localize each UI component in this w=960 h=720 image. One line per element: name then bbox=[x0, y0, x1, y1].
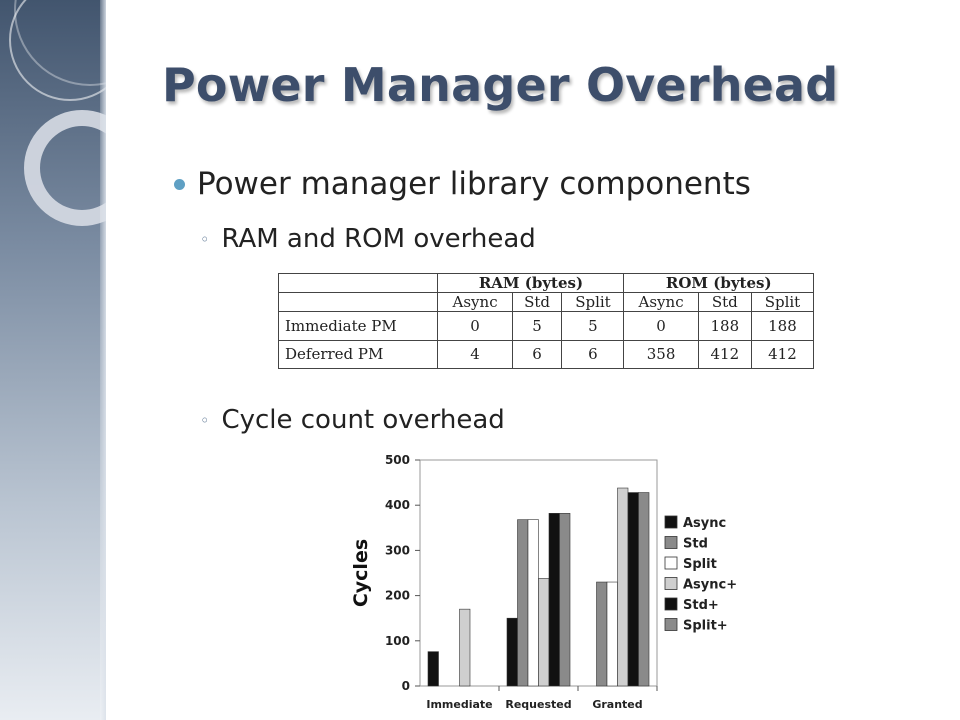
column-header: Std bbox=[512, 293, 562, 312]
ram-group-header: RAM (bytes) bbox=[438, 274, 624, 293]
y-tick-label: 100 bbox=[384, 633, 410, 648]
ram-rom-table bbox=[278, 273, 814, 369]
bar-async-plus bbox=[460, 609, 471, 686]
table-cell: 0 bbox=[624, 312, 698, 341]
table-corner-cell bbox=[279, 293, 438, 312]
legend-entry: Split bbox=[683, 557, 717, 572]
row-label: Deferred PM bbox=[279, 340, 438, 369]
sub-bullet-ring-icon: ◦ bbox=[200, 229, 210, 249]
column-header: Split bbox=[751, 293, 813, 312]
y-axis-label: Cycles bbox=[350, 538, 372, 608]
legend-swatch bbox=[665, 578, 677, 590]
side-decoration-band bbox=[0, 0, 106, 720]
y-tick-label: 0 bbox=[401, 679, 410, 693]
slide-title: Power Manager Overhead bbox=[162, 58, 839, 112]
legend-entry: Async+ bbox=[683, 577, 738, 593]
bar-split bbox=[528, 520, 539, 686]
legend-entry: Split+ bbox=[683, 618, 728, 634]
y-tick-label: 400 bbox=[384, 498, 410, 513]
table-corner-cell bbox=[279, 274, 438, 293]
legend-swatch bbox=[665, 516, 677, 528]
bar-async-plus bbox=[618, 488, 629, 686]
sub-bullet-ring-icon: ◦ bbox=[200, 410, 210, 430]
table-cell: 188 bbox=[751, 312, 813, 341]
table-cell: 0 bbox=[438, 312, 512, 341]
bar-async-plus bbox=[539, 578, 550, 686]
bullet-main bbox=[174, 166, 751, 202]
table-cell: 412 bbox=[698, 340, 751, 369]
bar-std-plus bbox=[549, 513, 560, 686]
sub-bullet-text: Cycle count overhead bbox=[221, 405, 505, 435]
table-cell: 4 bbox=[438, 340, 512, 369]
table-row bbox=[279, 340, 814, 369]
table-cell: 188 bbox=[698, 312, 751, 341]
legend-swatch bbox=[665, 537, 677, 549]
table-cell: 412 bbox=[751, 340, 813, 369]
legend-entry: Async bbox=[683, 516, 727, 531]
bar-std bbox=[597, 582, 608, 686]
column-header: Std bbox=[698, 293, 751, 312]
y-tick-label: 300 bbox=[384, 543, 410, 558]
legend-entry: Std bbox=[683, 536, 708, 552]
table-column-header-row bbox=[279, 293, 814, 312]
bar-split-plus bbox=[560, 513, 571, 686]
table-cell: 6 bbox=[512, 340, 562, 369]
bullet-main-text: Power manager library components bbox=[197, 166, 751, 202]
x-tick-label: Immediate bbox=[426, 698, 493, 711]
legend-swatch bbox=[665, 557, 677, 569]
decorative-circles bbox=[0, 0, 106, 720]
bar-split bbox=[607, 582, 618, 686]
x-tick-label: Requested bbox=[505, 698, 572, 711]
row-label: Immediate PM bbox=[279, 312, 438, 341]
column-header: Async bbox=[624, 293, 698, 312]
y-tick-label: 500 bbox=[384, 453, 410, 467]
sub-bullet-text: RAM and ROM overhead bbox=[221, 224, 536, 254]
rom-group-header: ROM (bytes) bbox=[624, 274, 814, 293]
legend-swatch bbox=[665, 619, 677, 631]
table-group-header-row bbox=[279, 274, 814, 293]
legend-entry: Std+ bbox=[683, 598, 719, 613]
bullet-dot-icon bbox=[174, 179, 185, 190]
column-header: Async bbox=[438, 293, 512, 312]
bar-split-plus bbox=[639, 493, 650, 686]
table-row bbox=[279, 312, 814, 341]
table-cell: 5 bbox=[562, 312, 624, 341]
bar-async bbox=[507, 618, 518, 686]
cycle-count-chart bbox=[342, 448, 762, 716]
table-cell: 358 bbox=[624, 340, 698, 369]
x-tick-label: Granted bbox=[592, 698, 643, 711]
y-tick-label: 200 bbox=[384, 588, 410, 603]
column-header: Split bbox=[562, 293, 624, 312]
sub-bullet-ram-rom bbox=[200, 224, 536, 254]
legend-swatch bbox=[665, 598, 677, 610]
table-cell: 6 bbox=[562, 340, 624, 369]
sub-bullet-cycle-count bbox=[200, 405, 505, 435]
side-band-edge bbox=[100, 0, 106, 720]
bar-std bbox=[518, 520, 529, 686]
bar-async bbox=[428, 652, 439, 686]
bar-std-plus bbox=[628, 493, 639, 686]
table-cell: 5 bbox=[512, 312, 562, 341]
